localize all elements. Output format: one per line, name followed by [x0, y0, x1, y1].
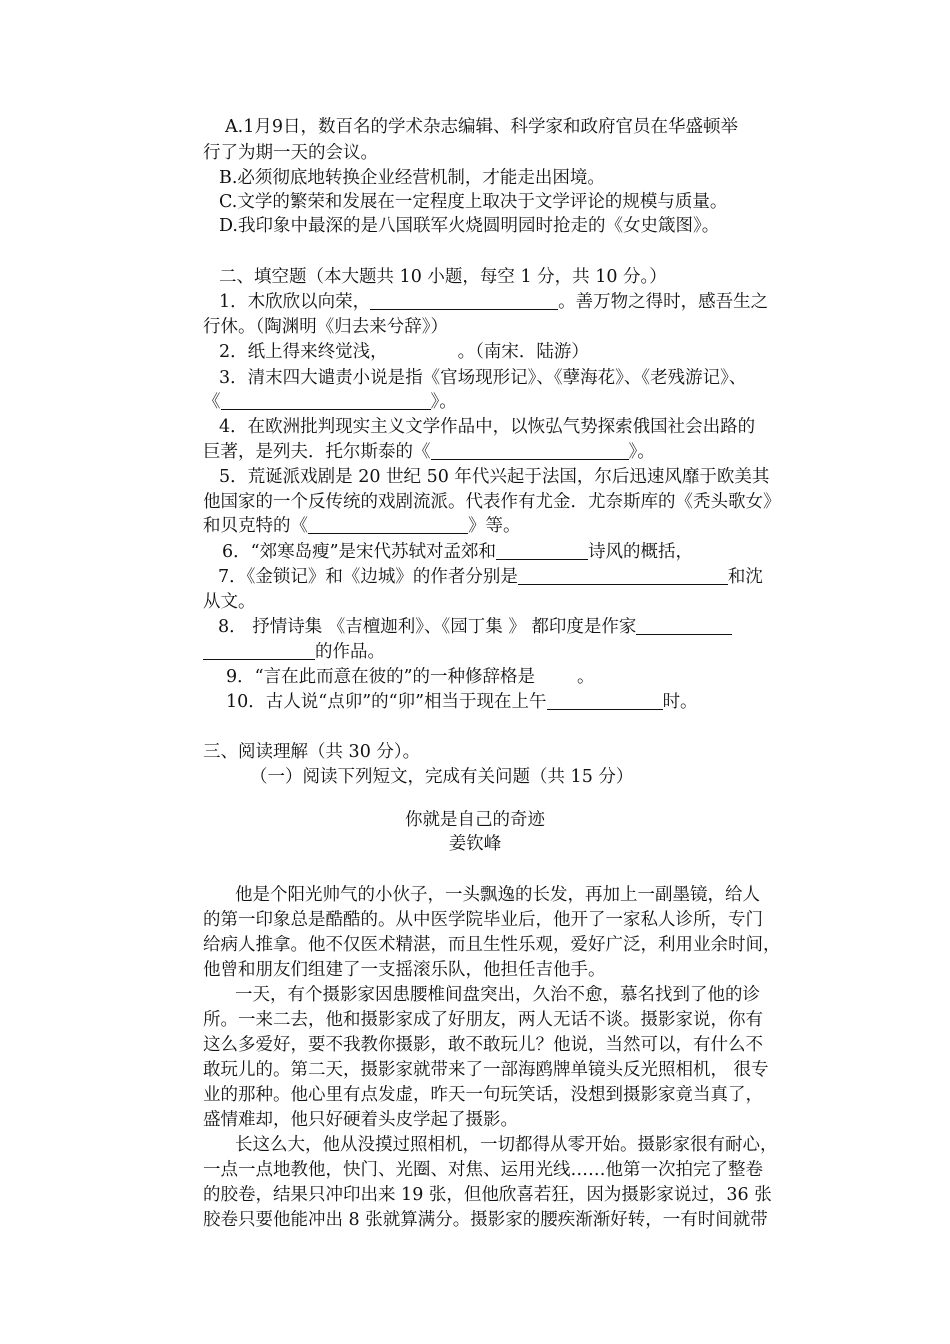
q7-text-a: 7．《金锁记》和《边城》的作者分别是	[218, 567, 518, 587]
section3-heading: 三、阅读理解（共 30 分）。	[203, 742, 421, 762]
passage-title: 你就是自己的奇迹	[405, 810, 545, 830]
q8-line1	[218, 615, 732, 639]
option-a-line1: A.1月9日，数百名的学术杂志编辑、科学家和政府官员在华盛顿举	[225, 117, 738, 137]
q3-line2	[203, 390, 457, 414]
passage-p2-line5: 业的那种。他心里有点发虚，昨天一句玩笑话，没想到摄影家竟当真了，	[203, 1085, 763, 1105]
q7-blank[interactable]	[518, 566, 728, 585]
passage-p3-line4: 胶卷只要他能冲出 8 张就算满分。摄影家的腰疾渐渐好转，一有时间就带	[203, 1210, 768, 1230]
q8-text-a: 8． 抒情诗集 《吉檀迦利》、《园丁集 》 都印度是作家	[218, 617, 637, 637]
option-c: C.文学的繁荣和发展在一定程度上取决于文学评论的规模与质量。	[219, 192, 728, 212]
q5-line1: 5．荒诞派戏剧是 20 世纪 50 年代兴起于法国，尔后迅速风靡于欧美其	[219, 467, 770, 487]
section2-heading: 二、填空题（本大题共 10 小题，每空 1 分，共 10 分。）	[219, 267, 667, 287]
q6-blank[interactable]	[496, 541, 588, 560]
q4-line2	[203, 440, 655, 464]
option-b: B.必须彻底地转换企业经营机制，才能走出困境。	[219, 168, 605, 188]
passage-p2-line2: 所。一来二去，他和摄影家成了好朋友，两人无话不谈。摄影家说，你有	[203, 1010, 763, 1030]
q1-line2: 行休。（陶渊明《归去来兮辞》）	[203, 317, 448, 337]
option-a-line2: 行了为期一天的会议。	[203, 143, 378, 163]
q5-line2: 他国家的一个反传统的戏剧流派。代表作有尤金．尤奈斯库的《秃头歌女》	[203, 492, 781, 512]
q7-line2: 从文。	[203, 592, 256, 612]
section3-subheading: （一）阅读下列短文，完成有关问题（共 15 分）	[250, 767, 634, 787]
passage-p2-line1: 一天，有个摄影家因患腰椎间盘突出，久治不愈，慕名找到了他的诊	[235, 985, 760, 1005]
passage-p3-line3: 的胶卷，结果只冲印出来 19 张，但他欣喜若狂，因为摄影家说过，36 张	[203, 1185, 772, 1205]
q6-line	[222, 540, 693, 564]
q8-text-b: 的作品。	[315, 642, 385, 662]
q8-line2	[203, 640, 385, 664]
passage-p2-line6: 盛情难却，他只好硬着头皮学起了摄影。	[203, 1110, 518, 1130]
q10-text-a: 10．古人说“点卯”的“卯”相当于现在上午	[226, 692, 547, 712]
q5-text-c: 和贝克特的《	[203, 516, 308, 536]
passage-p1-line1: 他是个阳光帅气的小伙子，一头飘逸的长发，再加上一副墨镜，给人	[235, 885, 760, 905]
q1-line1	[219, 290, 768, 314]
q9-text-b: 。	[577, 667, 595, 687]
q4-text-c: 》。	[628, 442, 655, 462]
passage-p2-line4: 敢玩儿的。第二天，摄影家就带来了一部海鸥牌单镜头反光照相机， 很专	[203, 1060, 769, 1080]
q3-line1: 3．清末四大谴责小说是指《官场现形记》、《孽海花》、《老残游记》、	[219, 368, 747, 388]
q3-text-b: 《	[203, 392, 221, 412]
q1-text-a: 1．木欣欣以向荣，	[219, 292, 371, 312]
q3-blank[interactable]	[221, 391, 431, 410]
q4-line1: 4．在欧洲批判现实主义文学作品中，以恢弘气势探索俄国社会出路的	[219, 417, 756, 437]
q1-blank[interactable]	[370, 291, 558, 310]
passage-p3-line2: 一点一点地教他，快门、光圈、对焦、运用光线……他第一次拍完了整卷	[203, 1160, 763, 1180]
q9-line	[226, 665, 595, 689]
passage-p2-line3: 这么多爱好，要不我教你摄影，敢不敢玩儿？他说，当然可以，有什么不	[203, 1035, 763, 1055]
q5-text-d: 》等。	[468, 516, 521, 536]
passage-p1-line2: 的第一印象总是酷酷的。从中医学院毕业后，他开了一家私人诊所，专门	[203, 910, 763, 930]
option-d: D.我印象中最深的是八国联军火烧圆明园时抢走的《女史箴图》。	[219, 216, 720, 236]
q8-blank-2[interactable]	[203, 641, 315, 660]
q10-blank[interactable]	[547, 691, 663, 710]
q10-line	[226, 690, 698, 714]
q2-line	[219, 340, 589, 364]
q2-text-b: 。（南宋．陆游）	[457, 342, 589, 362]
q7-text-b: 和沈	[727, 567, 763, 587]
q4-blank[interactable]	[431, 441, 629, 460]
passage-p1-line3: 给病人推拿。他不仅医术精湛，而且生性乐观，爱好广泛，利用业余时间，	[203, 935, 781, 955]
q4-text-b: 巨著，是列夫．托尔斯泰的《	[203, 442, 431, 462]
q3-text-c: 》。	[430, 392, 457, 412]
q6-text-b: 诗风的概括，	[588, 542, 694, 562]
q10-text-b: 时。	[662, 692, 698, 712]
q2-text-a: 2．纸上得来终觉浅，	[219, 342, 388, 362]
q6-text-a: 6．“郊寒岛瘦”是宋代苏轼对孟郊和	[222, 542, 497, 562]
q8-blank-1[interactable]	[636, 616, 732, 635]
q9-text-a: 9．“言在此而意在彼的”的一种修辞格是	[226, 667, 536, 687]
q7-line1	[218, 565, 763, 589]
passage-p3-line1: 长这么大，他从没摸过照相机，一切都得从零开始。摄影家很有耐心，	[235, 1135, 778, 1155]
q5-line3	[203, 514, 521, 538]
q5-blank[interactable]	[308, 515, 468, 534]
q1-text-b: 。善万物之得时，感吾生之	[558, 292, 769, 312]
passage-p1-line4: 他曾和朋友们组建了一支摇滚乐队，他担任吉他手。	[203, 960, 606, 980]
passage-author: 姜钦峰	[448, 834, 502, 854]
